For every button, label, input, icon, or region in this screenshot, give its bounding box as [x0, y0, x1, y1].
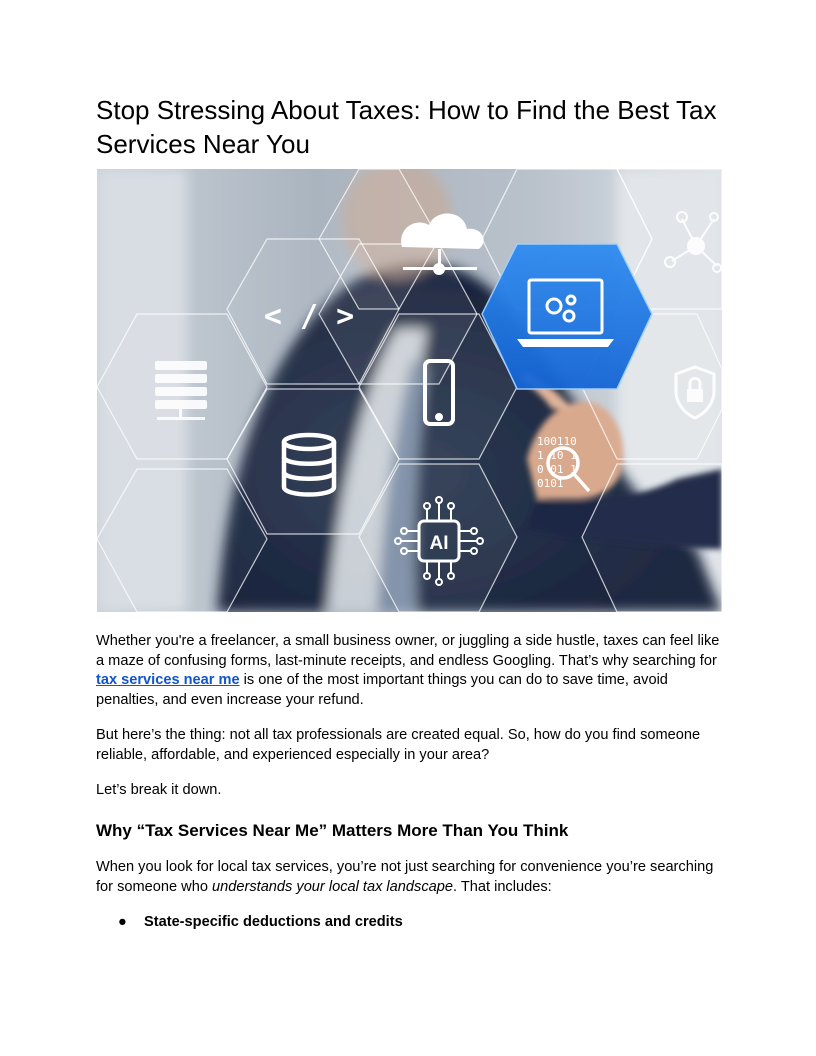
- svg-text:100110: 100110: [537, 435, 577, 448]
- ai-label: AI: [429, 533, 449, 554]
- svg-text:0 01 1: 0 01 1: [537, 463, 577, 476]
- bullet-icon: ●: [118, 914, 127, 930]
- hero-image: [97, 169, 722, 612]
- section-heading: Why “Tax Services Near Me” Matters More Than You Think: [96, 821, 569, 840]
- svg-text:1 10 1: 1 10 1: [537, 449, 577, 462]
- list-item: ● State-specific deductions and credits: [118, 914, 403, 930]
- paragraph-2: But here’s the thing: not all tax professionals are created equal. So, how do you find someone reliable, affordable, and experienced especially in your area?: [96, 727, 701, 763]
- bullet-list: [96, 912, 403, 932]
- highlighted-hexagon: [482, 244, 652, 389]
- svg-text:0101: 0101: [537, 477, 564, 490]
- tax-services-link[interactable]: tax services near me: [96, 672, 240, 688]
- paragraph-3: Let’s break it down.: [96, 782, 222, 798]
- paragraph-4: When you look for local tax services, you’re not just searching for convenience you’re searching for someone who understands your local tax landscape. That includes:: [96, 859, 714, 895]
- emphasis-text: understands your local tax landscape: [212, 878, 453, 895]
- code-symbol-icon: < / >: [263, 299, 355, 334]
- page-title: Stop Stressing About Taxes: How to Find the Best Tax Services Near You: [96, 95, 717, 159]
- intro-paragraph: Whether you're a freelancer, a small business owner, or juggling a side hustle, taxes can feel like a maze of confusing forms, last-minute receipts, and endless Googling. That’s why searching for tax services near me is one of the most important things you can do to save time, avoid penalties, and even increase your refund.: [96, 633, 720, 708]
